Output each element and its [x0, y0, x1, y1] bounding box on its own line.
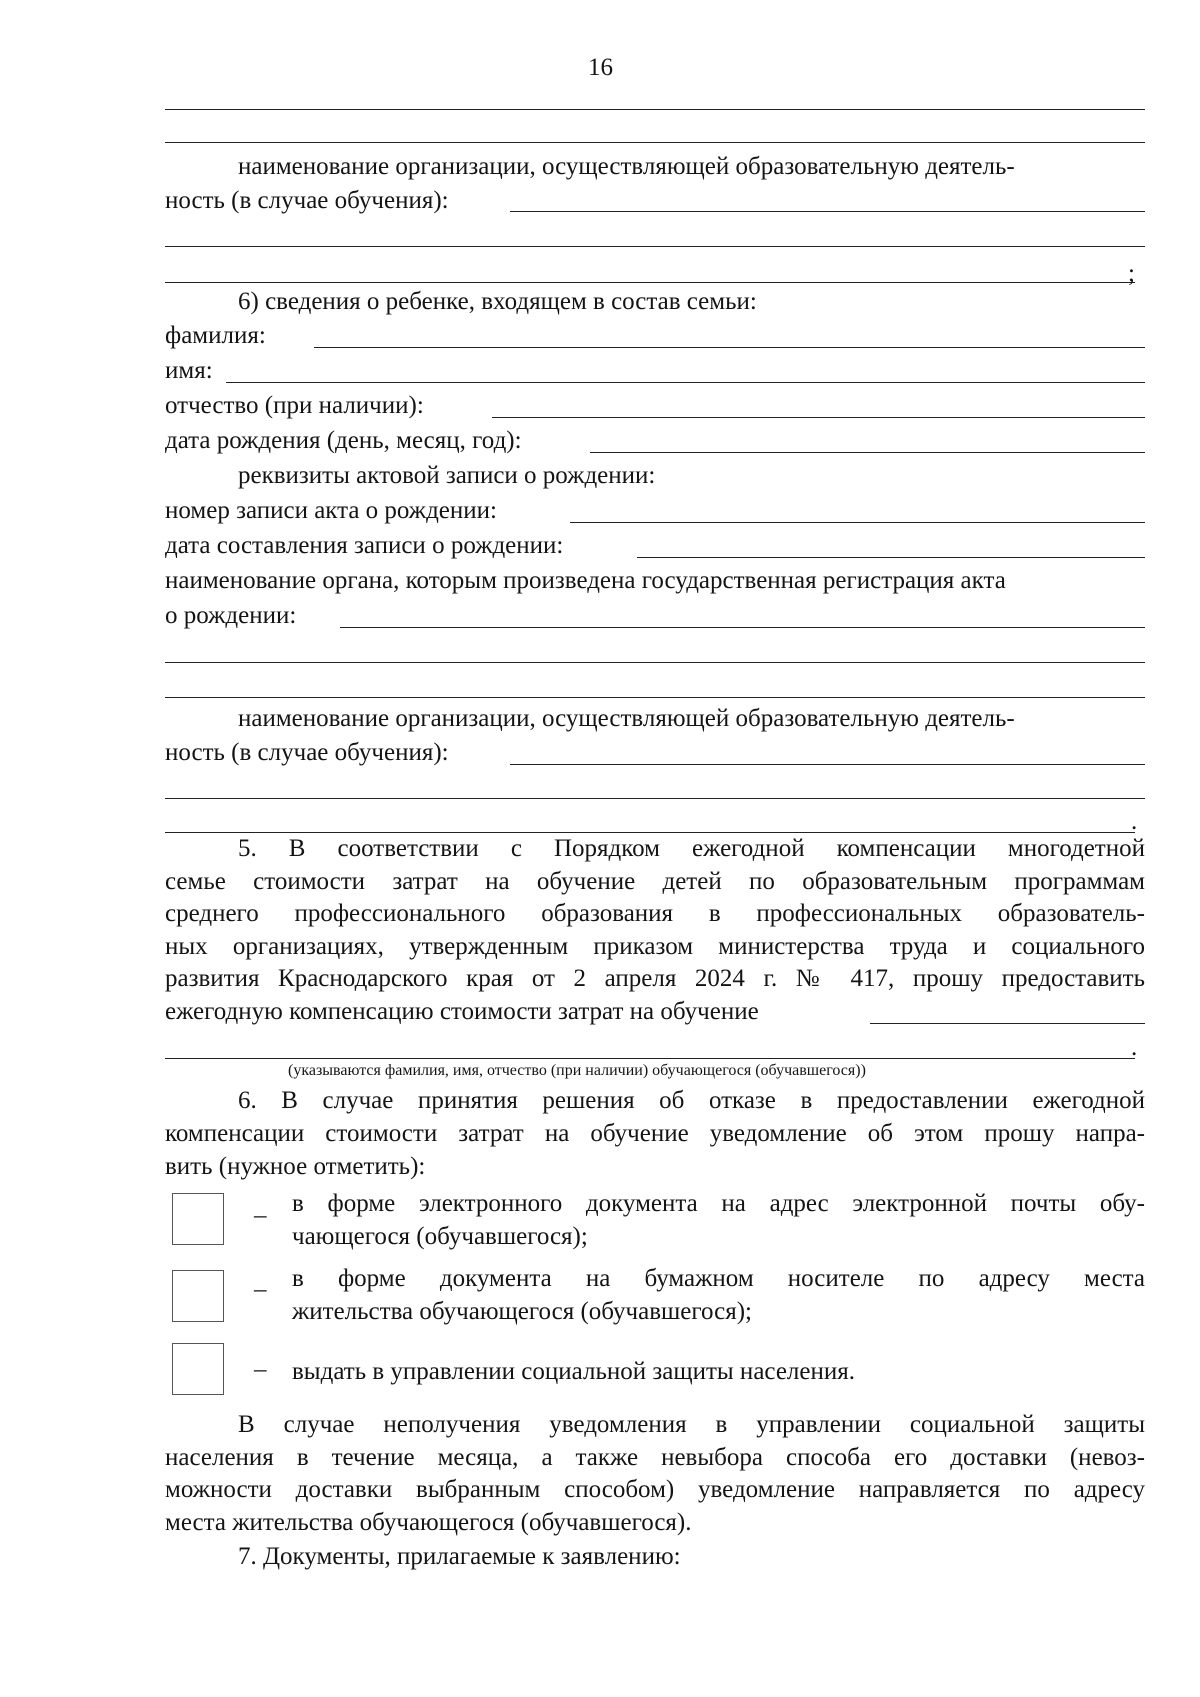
- option-office-label: выдать в управлении социальной защиты населения.: [292, 1358, 855, 1385]
- record-number-label: номер записи акта о рождении:: [165, 497, 497, 524]
- child-info-heading: 6) сведения о ребенке, входящем в состав семьи:: [238, 288, 757, 315]
- birth-record-heading: реквизиты актовой записи о рождении:: [238, 462, 656, 489]
- option-dash: –: [254, 1276, 267, 1303]
- birthdate-field[interactable]: [590, 452, 1145, 453]
- checkbox-office[interactable]: [172, 1343, 224, 1395]
- p5-line: развития Краснодарского края от 2 апреля 2024 г. № 417, прошу предоставить: [165, 965, 1145, 992]
- notice-line-last: места жительства обучающегося (обучавшегося).: [165, 1509, 692, 1536]
- page-number: 16: [588, 54, 613, 81]
- record-date-label: дата составления записи о рождении:: [165, 532, 564, 559]
- surname-field[interactable]: [314, 347, 1145, 348]
- org-name-label-cont: ность (в случае обучения):: [165, 187, 449, 214]
- line-end-semicolon: ;: [1128, 260, 1135, 287]
- option-paper-label: в форме документа на бумажном носителе по адресу места: [292, 1265, 1145, 1292]
- record-number-field[interactable]: [570, 522, 1145, 523]
- org-name-field[interactable]: [510, 764, 1145, 765]
- line-end-period: .: [1131, 808, 1138, 835]
- patronymic-field[interactable]: [492, 417, 1145, 418]
- p6-line: компенсации стоимости затрат на обучение уведомление об этом прошу напра-: [165, 1120, 1145, 1147]
- blank-line[interactable]: [165, 697, 1145, 698]
- p7-heading: 7. Документы, прилагаемые к заявлению:: [238, 1543, 681, 1570]
- p5-line: 5. В соответствии с Порядком ежегодной компенсации многодетной: [238, 835, 1145, 862]
- blank-line[interactable]: [165, 282, 1135, 283]
- name-label: имя:: [165, 357, 213, 384]
- checkbox-email[interactable]: [172, 1193, 224, 1245]
- org-name-label: наименование организации, осуществляющей образовательную деятель-: [238, 153, 1015, 180]
- p5-line-last: ежегодную компенсацию стоимости затрат на обучение: [165, 998, 759, 1025]
- notice-line: В случае неполучения уведомления в управлении социальной защиты: [238, 1411, 1145, 1438]
- p5-line: семье стоимости затрат на обучение детей по образовательным программам: [165, 868, 1145, 895]
- registry-field[interactable]: [340, 627, 1145, 628]
- field-hint: (указываются фамилия, имя, отчество (при наличии) обучающегося (обучавшегося)): [288, 1062, 866, 1079]
- birthdate-label: дата рождения (день, месяц, год):: [165, 427, 522, 454]
- name-field[interactable]: [226, 382, 1145, 383]
- p5-line: ных организациях, утвержденным приказом министерства труда и социального: [165, 933, 1145, 960]
- blank-line[interactable]: [165, 798, 1145, 799]
- registry-label: наименование органа, которым произведена государственная регистрация акта: [165, 567, 1006, 594]
- org-name-label: наименование организации, осуществляющей образовательную деятель-: [238, 705, 1015, 732]
- notice-line: можности доставки выбранным способом) уведомление направляется по адресу: [165, 1476, 1145, 1503]
- checkbox-paper[interactable]: [172, 1270, 224, 1322]
- option-email-label: в форме электронного документа на адрес электронной почты обу-: [292, 1190, 1145, 1217]
- option-dash: –: [254, 1202, 267, 1229]
- blank-line[interactable]: [165, 246, 1145, 247]
- patronymic-label: отчество (при наличии):: [165, 392, 424, 419]
- blank-line: [165, 142, 1145, 143]
- p6-line: 6. В случае принятия решения об отказе в предоставлении ежегодной: [238, 1087, 1145, 1114]
- notice-line: населения в течение месяца, а также невыбора способа его доставки (невоз-: [165, 1444, 1145, 1471]
- student-name-field[interactable]: [870, 1023, 1145, 1024]
- student-name-field-cont[interactable]: [165, 1058, 1135, 1059]
- blank-line[interactable]: [165, 662, 1145, 663]
- registry-label-cont: о рождении:: [165, 602, 297, 629]
- surname-label: фамилия:: [165, 322, 266, 349]
- blank-line: [165, 109, 1145, 110]
- line-end-period: .: [1131, 1034, 1138, 1061]
- option-paper-label-cont: жительства обучающегося (обучавшегося);: [292, 1298, 752, 1325]
- option-email-label-cont: чающегося (обучавшегося);: [292, 1223, 588, 1250]
- record-date-field[interactable]: [637, 557, 1145, 558]
- p6-line-last: вить (нужное отметить):: [165, 1153, 426, 1180]
- p5-line: среднего профессионального образования в профессиональных образователь-: [165, 900, 1145, 927]
- org-name-field[interactable]: [510, 211, 1145, 212]
- option-dash: –: [254, 1356, 267, 1383]
- org-name-label-cont: ность (в случае обучения):: [165, 739, 449, 766]
